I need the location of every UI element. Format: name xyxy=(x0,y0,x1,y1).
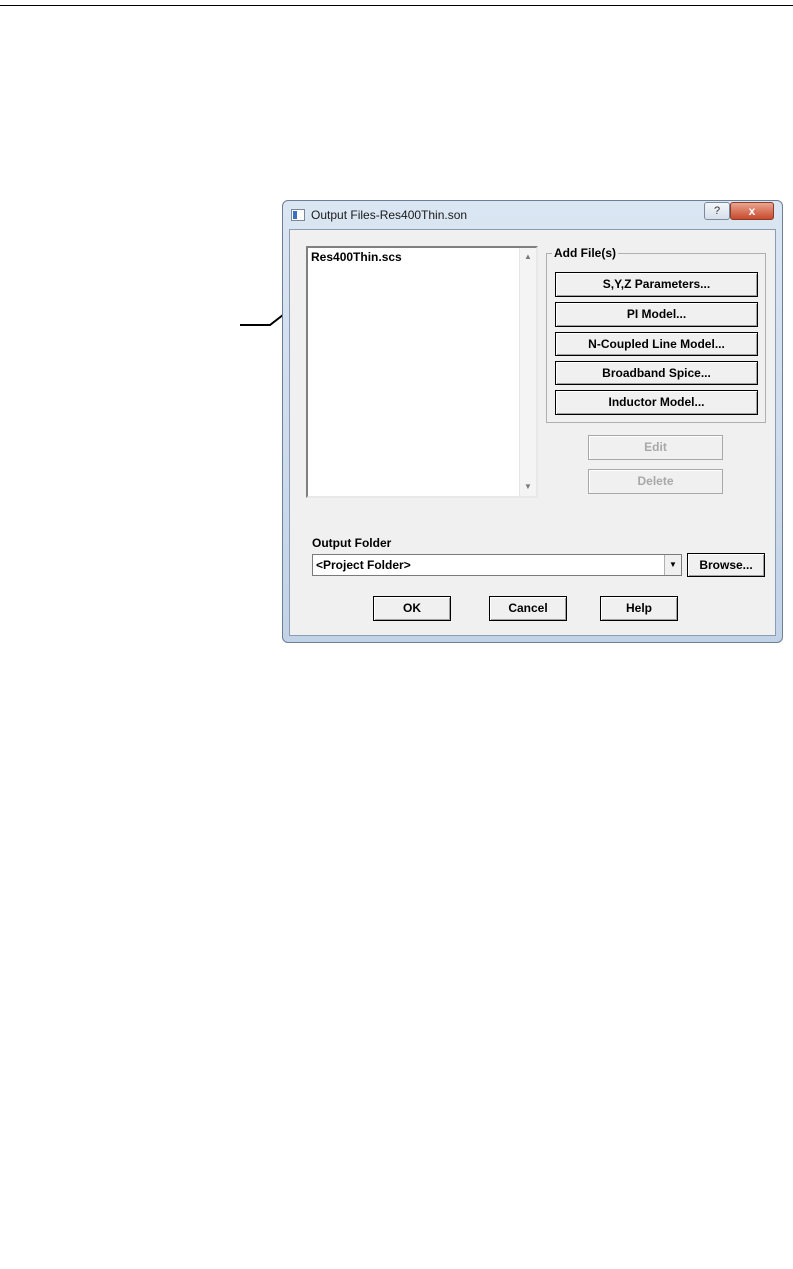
browse-button[interactable]: Browse... xyxy=(687,553,765,577)
output-folder-label: Output Folder xyxy=(312,536,392,550)
delete-button[interactable]: Delete xyxy=(588,469,723,494)
inductor-model-button[interactable]: Inductor Model... xyxy=(555,390,758,415)
help-button[interactable]: Help xyxy=(600,596,678,621)
chevron-down-icon[interactable]: ▼ xyxy=(664,555,681,575)
page-top-rule xyxy=(0,5,793,6)
window-title: Output Files-Res400Thin.son xyxy=(311,208,468,222)
output-files-dialog xyxy=(282,200,783,643)
scroll-up-arrow-icon[interactable]: ▲ xyxy=(524,252,532,261)
list-item[interactable]: Res400Thin.scs xyxy=(311,250,402,264)
title-bar[interactable] xyxy=(283,201,782,229)
close-button[interactable]: x xyxy=(730,202,774,220)
output-files-list[interactable] xyxy=(306,246,538,498)
edit-button[interactable]: Edit xyxy=(588,435,723,460)
output-folder-select[interactable] xyxy=(312,554,682,576)
list-scrollbar[interactable] xyxy=(519,248,536,496)
output-folder-value: <Project Folder> xyxy=(316,558,411,572)
cancel-button[interactable]: Cancel xyxy=(489,596,567,621)
syz-parameters-button[interactable]: S,Y,Z Parameters... xyxy=(555,272,758,297)
pi-model-button[interactable]: PI Model... xyxy=(555,302,758,327)
title-help-button[interactable]: ? xyxy=(704,202,730,220)
dialog-body xyxy=(289,229,776,636)
add-files-group-label: Add File(s) xyxy=(554,246,616,260)
broadband-spice-button[interactable]: Broadband Spice... xyxy=(555,361,758,385)
ok-button[interactable]: OK xyxy=(373,596,451,621)
window-app-icon xyxy=(291,209,305,221)
scroll-down-arrow-icon[interactable]: ▼ xyxy=(524,482,532,491)
n-coupled-line-model-button[interactable]: N-Coupled Line Model... xyxy=(555,332,758,356)
